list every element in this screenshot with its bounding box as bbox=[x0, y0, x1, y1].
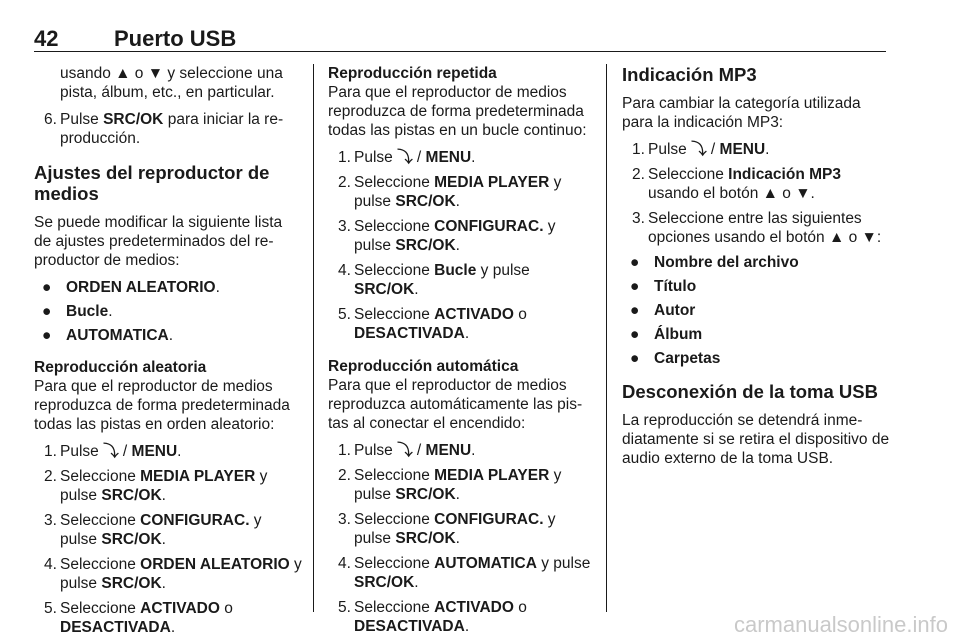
list-item: 4. Seleccione Bucle y pulse SRC/OK. bbox=[338, 262, 530, 298]
section-intro: Para cambiar la categoría utilizada para la indicación MP3: bbox=[622, 95, 861, 131]
bullet-icon: ● bbox=[630, 302, 640, 319]
list-item: 6. Pulse SRC/OK para iniciar la re-producción. bbox=[44, 111, 284, 147]
column-divider-2 bbox=[606, 64, 607, 612]
list-item: 3. Seleccione CONFIGURAC. y pulse SRC/OK. bbox=[44, 512, 262, 548]
repeat-steps-list bbox=[328, 148, 596, 343]
list-item: 5. Seleccione ACTIVADO o DESACTIVADA. bbox=[338, 599, 527, 635]
list-item: ● Álbum bbox=[630, 326, 703, 343]
list-item: 2. Seleccione Indicación MP3 usando el botón ▲ o ▼. bbox=[632, 166, 841, 202]
list-item: 4. Seleccione AUTOMATICA y pulse SRC/OK. bbox=[338, 555, 591, 591]
header-rule bbox=[34, 51, 886, 52]
sub-heading: Reproducción repetida bbox=[328, 65, 497, 82]
list-item: 1. Pulse ⤵ / MENU. bbox=[338, 149, 476, 166]
mp3-steps-list bbox=[622, 140, 890, 247]
list-item: ● Bucle. bbox=[42, 303, 113, 320]
autoplay-steps-list bbox=[328, 441, 596, 636]
settings-bullet-list bbox=[34, 278, 302, 345]
bullet-icon: ● bbox=[630, 254, 640, 271]
section-heading: Desconexión de la toma USB bbox=[622, 381, 878, 402]
bullet-icon: ● bbox=[42, 303, 52, 320]
list-item: ● Carpetas bbox=[630, 350, 721, 367]
list-item: 2. Seleccione MEDIA PLAYER y pulse SRC/OK. bbox=[338, 467, 562, 503]
list-item: 4. Seleccione ORDEN ALEATORIO y pulse SRC/OK. bbox=[44, 556, 302, 592]
page-number: 42 bbox=[34, 26, 59, 51]
bullet-icon: ● bbox=[42, 279, 52, 296]
list-item: 3. Seleccione CONFIGURAC. y pulse SRC/OK. bbox=[338, 511, 556, 547]
continued-steps-list bbox=[34, 110, 302, 148]
list-item: 5. Seleccione ACTIVADO o DESACTIVADA. bbox=[44, 600, 233, 636]
page-title: Puerto USB bbox=[114, 26, 237, 51]
section-heading: Indicación MP3 bbox=[622, 64, 757, 85]
bullet-icon: ● bbox=[630, 326, 640, 343]
bullet-icon: ● bbox=[630, 278, 640, 295]
phone-icon: ⤵ bbox=[397, 149, 413, 166]
list-item: ● Nombre del archivo bbox=[630, 254, 799, 271]
sub-text: Para que el reproductor de medios reproduzca automáticamente las pis-tas al conectar el encendido: bbox=[328, 377, 583, 432]
shuffle-steps-list bbox=[34, 442, 302, 637]
list-item: ● Autor bbox=[630, 302, 696, 319]
section-text: La reproducción se detendrá inme-diatamente si se retira el dispositivo de audio externo de la toma USB. bbox=[622, 412, 890, 467]
sub-text: Para que el reproductor de medios reproduzca de forma predeterminada todas las pistas en un bucle continuo: bbox=[328, 84, 587, 139]
list-item: 3. Seleccione CONFIGURAC. y pulse SRC/OK. bbox=[338, 218, 556, 254]
list-item: 1. Pulse ⤵ / MENU. bbox=[632, 141, 770, 158]
list-item: 2. Seleccione MEDIA PLAYER y pulse SRC/OK. bbox=[44, 468, 268, 504]
column-3 bbox=[622, 64, 890, 476]
list-item: ● AUTOMATICA. bbox=[42, 327, 174, 344]
phone-icon: ⤵ bbox=[103, 443, 119, 460]
sub-text: Para que el reproductor de medios reproduzca de forma predeterminada todas las pistas en orden aleatorio: bbox=[34, 378, 290, 433]
sub-heading: Reproducción automática bbox=[328, 358, 519, 375]
bullet-icon: ● bbox=[42, 327, 52, 344]
section-heading: Ajustes del reproductor de medios bbox=[34, 162, 270, 204]
phone-icon: ⤵ bbox=[397, 442, 413, 459]
list-item: 1. Pulse ⤵ / MENU. bbox=[44, 443, 182, 460]
list-item: 5. Seleccione ACTIVADO o DESACTIVADA. bbox=[338, 306, 527, 342]
column-2 bbox=[328, 64, 596, 642]
list-item: ● Título bbox=[630, 278, 697, 295]
column-1 bbox=[34, 64, 302, 643]
page-header bbox=[34, 26, 886, 52]
list-item: 1. Pulse ⤵ / MENU. bbox=[338, 442, 476, 459]
list-item: ● ORDEN ALEATORIO. bbox=[42, 279, 220, 296]
bullet-icon: ● bbox=[630, 350, 640, 367]
mp3-options-list bbox=[622, 253, 890, 368]
phone-icon: ⤵ bbox=[691, 141, 707, 158]
list-item: 2. Seleccione MEDIA PLAYER y pulse SRC/OK. bbox=[338, 174, 562, 210]
column-divider-1 bbox=[313, 64, 314, 612]
watermark: carmanualsonline.info bbox=[733, 612, 948, 637]
section-intro: Se puede modificar la siguiente lista de ajustes predeterminados del re-productor de medios: bbox=[34, 214, 283, 269]
continued-step-text: usando ▲ o ▼ y seleccione una pista, álbum, etc., en particular. bbox=[60, 65, 283, 101]
list-item: 3. Seleccione entre las siguientes opciones usando el botón ▲ o ▼: bbox=[632, 210, 882, 246]
sub-heading: Reproducción aleatoria bbox=[34, 359, 207, 376]
